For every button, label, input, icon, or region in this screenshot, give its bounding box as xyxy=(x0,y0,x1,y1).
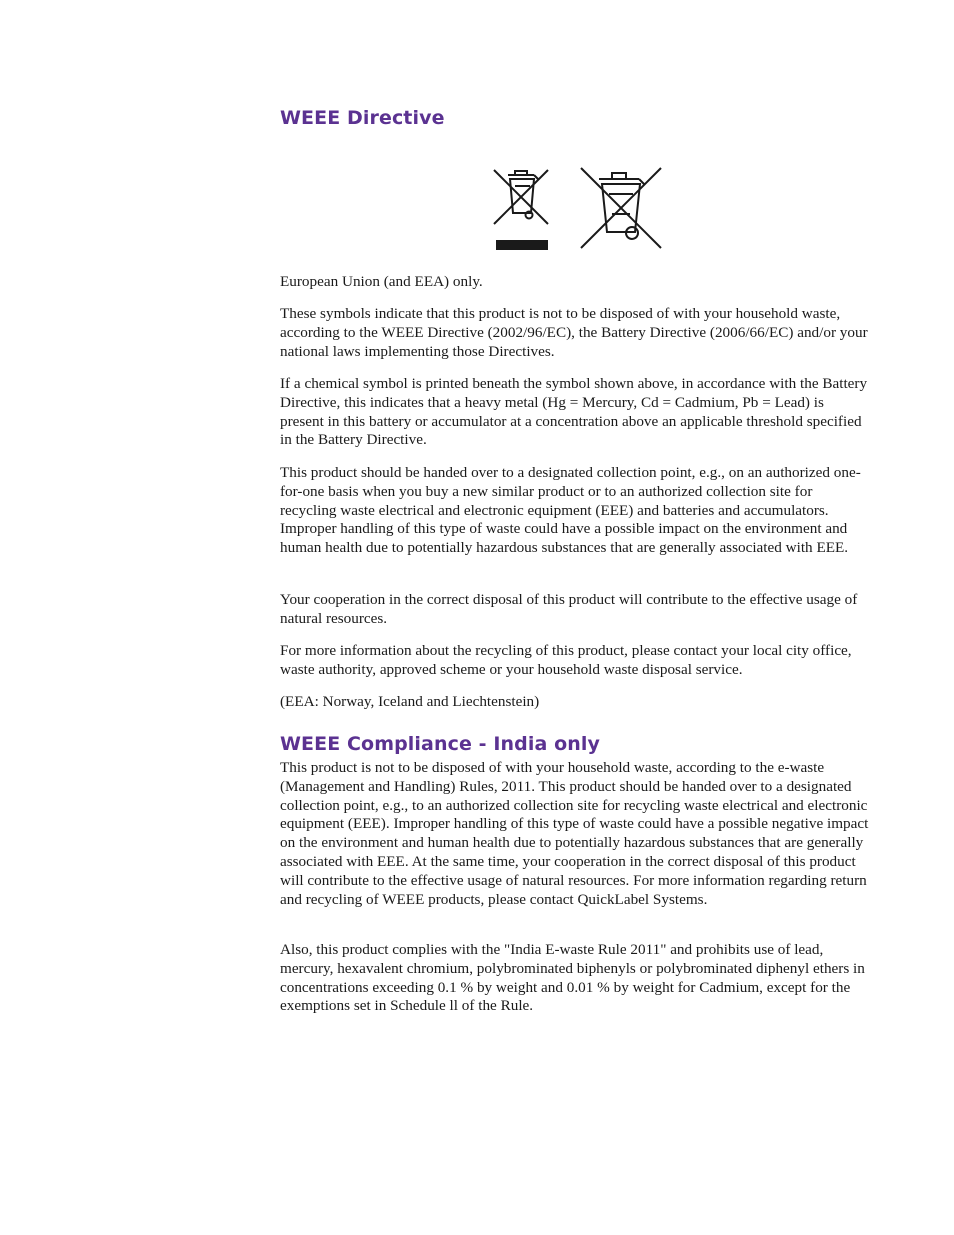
symbols-meaning-paragraph: These symbols indicate that this product is not to be disposed of with your household waste, according to the WEEE Directive (2002/96/EC), the Battery Directive (2006/66/EC) and/or your national laws implementing those Directives. xyxy=(280,305,868,360)
weee-directive-heading: WEEE Directive xyxy=(280,107,445,129)
weee-india-heading: WEEE Compliance - India only xyxy=(280,733,600,755)
crossed-out-wheelie-bin-icon xyxy=(579,166,663,250)
chemical-symbol-paragraph: If a chemical symbol is printed beneath the symbol shown above, in accordance with the Battery Directive, this indicates that a heavy metal (Hg = Mercury, Cd = Cadmium, Pb = Lead) is present in this battery or accumulator at a concentration above an applicable threshold specified in the Battery Directive. xyxy=(280,375,868,449)
eea-note: (EEA: Norway, Iceland and Liechtenstein) xyxy=(280,693,540,710)
cooperation-paragraph: Your cooperation in the correct disposal of this product will contribute to the effective usage of natural resources. xyxy=(280,591,858,627)
weee-symbols xyxy=(491,166,666,256)
collection-point-paragraph: This product should be handed over to a designated collection point, e.g., on an authorized one-for-one basis when you buy a new similar product or to an authorized collection site for recycling waste electrical and electronic equipment (EEE) and batteries and accumulators. Improper handling of this type of waste could have a possible impact on the environment and human health due to potentially hazardous substances that are generally associated with EEE. xyxy=(280,464,861,557)
crossed-out-wheelie-bin-icon-with-bar xyxy=(491,166,553,256)
india-disposal-paragraph: This product is not to be disposed of with your household waste, according to the e-waste (Management and Handling) Rules, 2011. This product should be handed over to a designated collection point, e.g., to an authorized collection site for recycling waste electrical and electronic equipment (EEE). Improper handling of this type of waste could have a possible negative impact on the environment and human health due to potentially hazardous substances that are generally associated with EEE. At the same time, your cooperation in the correct disposal of this product will contribute to the effective usage of natural resources. For more information regarding return and recycling of WEEE products, please contact QuickLabel Systems. xyxy=(280,759,869,908)
eu-only-note: European Union (and EEA) only. xyxy=(280,273,483,290)
india-compliance-paragraph: Also, this product complies with the "India E-waste Rule 2011" and prohibits use of lead, mercury, hexavalent chromium, polybrominated biphenyls or polybrominated diphenyl ethers in concentrations exceeding 0.1 % by weight and 0.01 % by weight for Cadmium, except for the exemptions set in Schedule ll of the Rule. xyxy=(280,941,865,1015)
more-information-paragraph: For more information about the recycling of this product, please contact your local city office, waste authority, approved scheme or your household waste disposal service. xyxy=(280,642,852,678)
